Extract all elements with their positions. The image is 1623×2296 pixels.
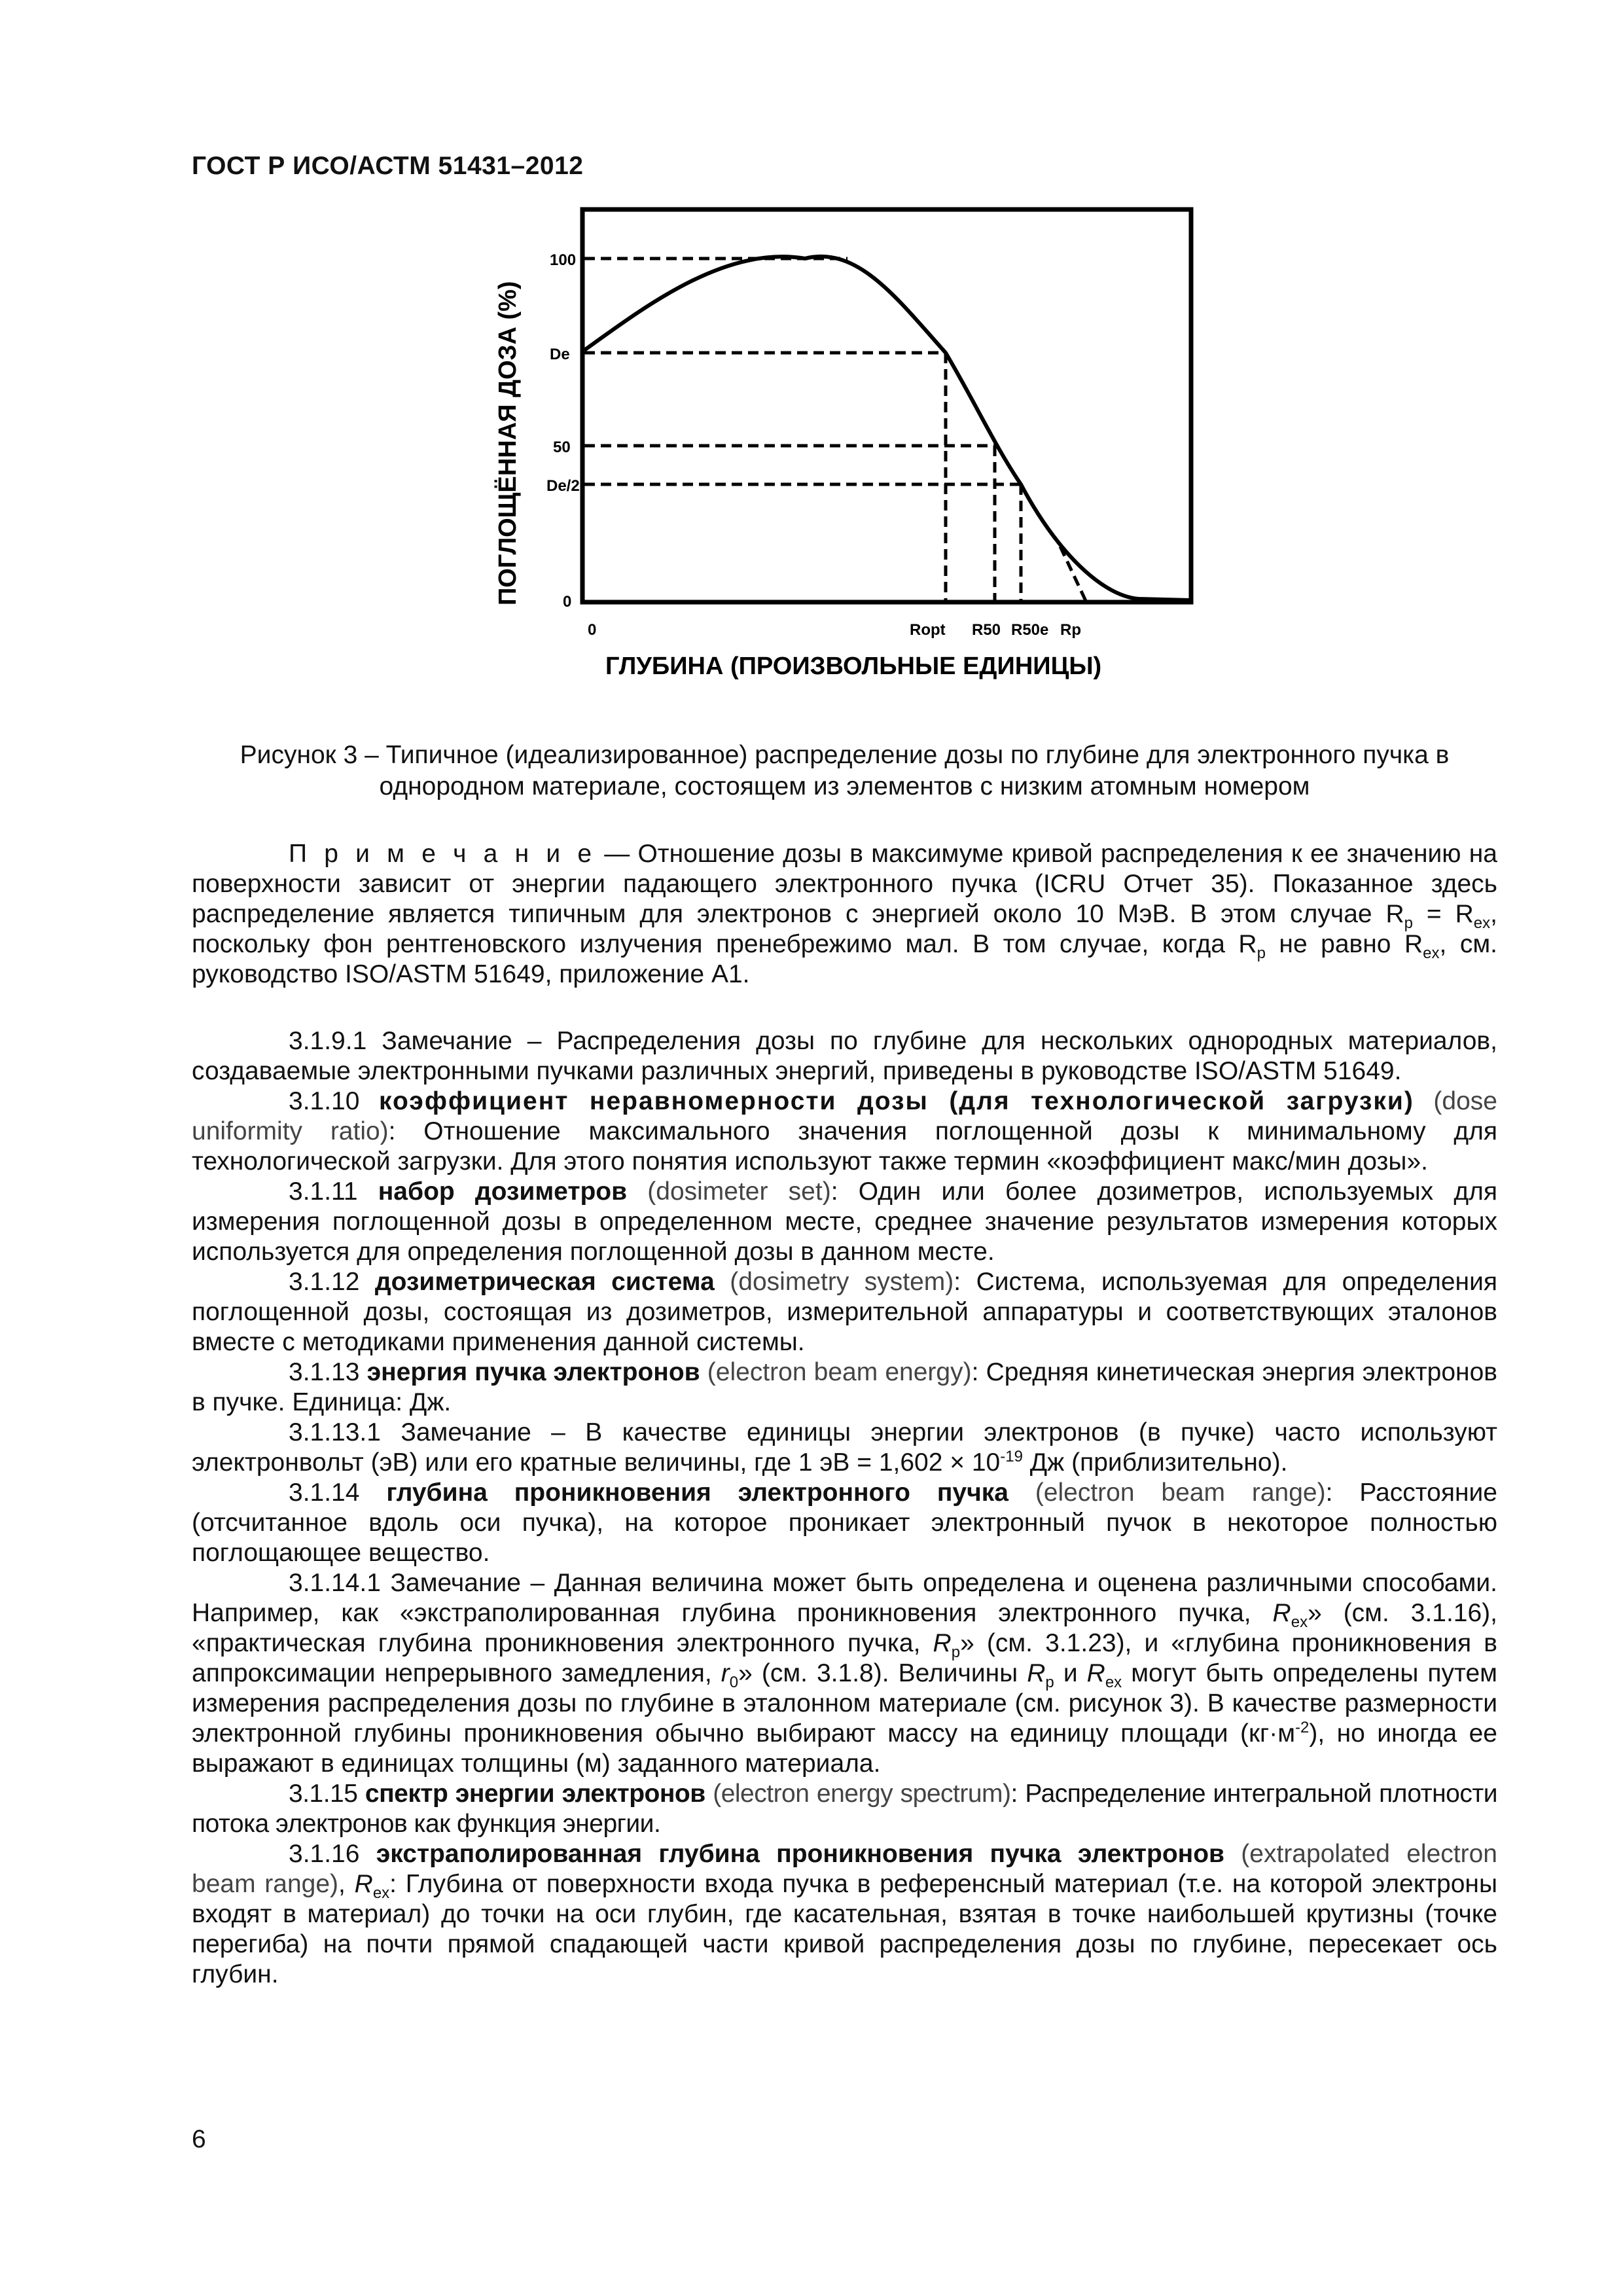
y-tick-de: De	[550, 346, 570, 363]
note-label: П р и м е ч а н и е	[289, 840, 597, 868]
definition-3-1-16: 3.1.16 экстраполированная глубина проникновения пучка электронов (extrapolated electron beam range), $R_{ex}$: Глубина от поверхности входа пучка в референсный материал (т.е. на которой электроны входят в материал) до точки на оси глубин, где касательная, взятая в точке наибольшей крутизны (точке перегиба) на почти прямой спадающей части кривой распределения дозы по глубине, пересекает ось глубин.	[192, 1840, 1498, 1988]
x-tick-r50e: R50e	[1011, 621, 1049, 639]
depth-dose-chart	[478, 206, 1211, 691]
figure-note	[192, 839, 1497, 990]
definition-3-1-12: 3.1.12 дозиметрическая система (dosimetry system): Система, используемая для определения поглощенной дозы, состоящая из дозиметров, измерительной аппаратуры и соответствующих эталонов вместе с методиками применения данной системы.	[192, 1268, 1497, 1356]
definition-3-1-13: 3.1.13 энергия пучка электронов (electron beam energy): Средняя кинетическая энергия электронов в пучке. Единица: Дж.	[192, 1358, 1497, 1416]
note-paragraph: П р и м е ч а н и е — Отношение дозы в максимуме кривой распределения к ее значению на поверхности зависит от энергии падающего электронного пучка (ICRU Отчет 35). Показанное здесь распределение является типичным для электронов с энергией около 10 МэВ. В этом случае $R_p = R_{ex}$, поскольку фон рентгеновского излучения пренебрежимо мал. В том случае, когда $R_p$ не равно $R_{ex}$, см. руководство ISO/ASTM 51649, приложение A1.	[192, 840, 1497, 988]
definition-3-1-11: 3.1.11 набор дозиметров (dosimeter set): Один или более дозиметров, используемых для измерения поглощенной дозы в определенном месте, среднее значение результатов измерения которых используется для определения поглощенной дозы в данном месте.	[192, 1177, 1497, 1266]
depth-dose-figure	[478, 206, 1211, 691]
y-tick-50: 50	[553, 439, 571, 456]
y-tick-0: 0	[563, 593, 572, 611]
term: коэффициент неравномерности дозы (для технологической загрузки)	[378, 1087, 1414, 1115]
y-axis-label: ПОГЛОЩЁННАЯ ДОЗА (%)	[494, 281, 522, 605]
page-number: 6	[192, 2125, 206, 2153]
y-tick-100: 100	[550, 251, 577, 269]
term: набор дозиметров	[378, 1177, 628, 1206]
figure-caption	[192, 740, 1497, 802]
x-axis-label: ГЛУБИНА (ПРОИЗВОЛЬНЫЕ ЕДИНИЦЫ)	[605, 653, 1102, 680]
guide-tangent	[1060, 547, 1086, 602]
paragraph-3-1-9-1: 3.1.9.1 Замечание – Распределения дозы по глубине для нескольких однородных материалов, создаваемые электронными пучками различных энергий, приведены в руководстве ISO/ASTM 51649.	[192, 1027, 1497, 1085]
dose-curve	[584, 257, 1190, 600]
x-tick-ropt: Ropt	[910, 621, 946, 639]
definition-3-1-14: 3.1.14 глубина проникновения электронного пучка (electron beam range): Расстояние (отсчитанное вдоль оси пучка), на которое проникает электронный пучок в некоторое полностью поглощающее вещество.	[192, 1479, 1497, 1567]
x-tick-r50: R50	[972, 621, 1001, 639]
body-text	[192, 1026, 1497, 1990]
figure-caption-line-1: Рисунок 3 – Типичное (идеализированное) распределение дозы по глубине для электронного пучка в	[240, 741, 1450, 769]
x-tick-rp: Rp	[1060, 621, 1081, 639]
definition-3-1-15: 3.1.15 спектр энергии электронов (electron energy spectrum): Распределение интегральной плотности потока электронов как функция энергии.	[192, 1780, 1497, 1838]
definition-3-1-10: 3.1.10 коэффициент неравномерности дозы (для технологической загрузки) (dose uniformity ratio): Отношение максимального значения поглощенной дозы к минимальному для технологической загрузки. Для этого понятия используют также термин «коэффициент макс/мин дозы».	[192, 1087, 1497, 1175]
y-tick-de-half: De/2	[546, 477, 580, 495]
paragraph-3-1-14-1: 3.1.14.1 Замечание – Данная величина может быть определена и оценена различными способами. Например, как «экстраполированная глубина проникновения электронного пучка, $R_{ex}$» (см. 3.1.16), «практическая глубина проникновения электронного пучка, $R_p$» (см. 3.1.23), и «глубина проникновения в аппроксимации непрерывного замедления, $r_0$» (см. 3.1.8). Величины $R_p$ и $R_{ex}$ могут быть определены путем измерения распределения дозы по глубине в эталонном материале (см. рисунок 3). В качестве размерности электронной глубины проникновения обычно выбирают массу на единицу площади $(кг\cdot м^{-2})$, но иногда ее выражают в единицах толщины (м) заданного материала.	[192, 1569, 1498, 1778]
figure-caption-line-2: однородном материале, состоящем из элементов с низким атомным номером	[379, 772, 1310, 800]
term: спектр энергии электронов	[365, 1780, 705, 1808]
term: экстраполированная глубина проникновения пучка электронов	[376, 1840, 1225, 1868]
x-tick-0: 0	[588, 621, 597, 639]
guide-lines	[584, 259, 1086, 602]
paragraph-3-1-13-1: 3.1.13.1 Замечание – В качестве единицы энергии электронов (в пучке) часто используют электронвольт (эВ) или его кратные величины, где 1 эВ = $1,602 \times 10^{-19}$ Дж (приблизительно).	[192, 1418, 1497, 1477]
document-header: ГОСТ Р ИСО/АСТМ 51431–2012	[192, 152, 584, 180]
term: глубина проникновения электронного пучка	[386, 1479, 1008, 1507]
plot-frame	[582, 209, 1191, 602]
term: энергия пучка электронов	[366, 1358, 700, 1386]
term: дозиметрическая система	[374, 1268, 715, 1296]
